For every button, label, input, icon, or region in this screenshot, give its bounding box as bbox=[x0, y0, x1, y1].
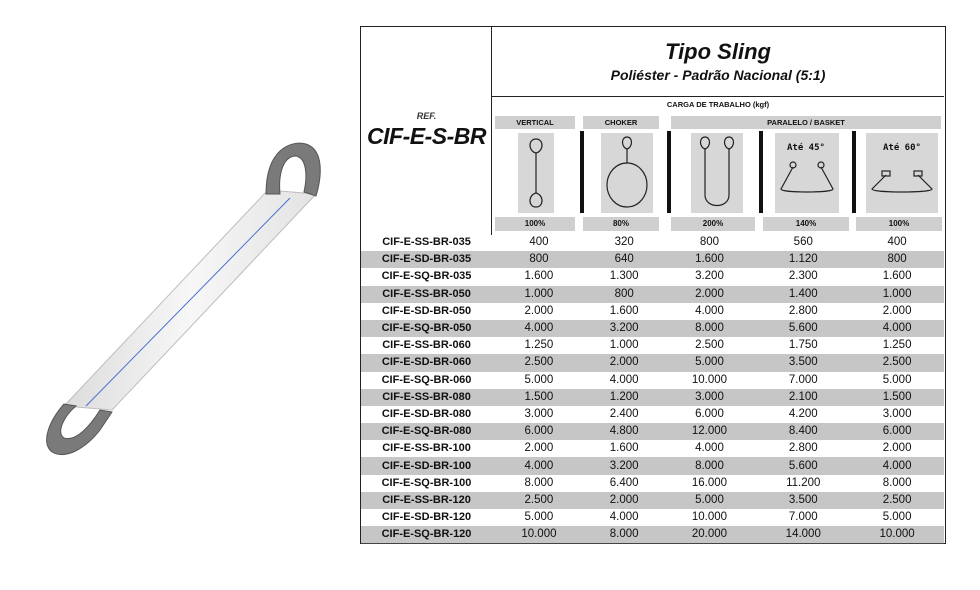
column-divider bbox=[667, 131, 671, 213]
reference-header bbox=[361, 27, 492, 235]
capacity-cell: 4.800 bbox=[586, 423, 663, 440]
capacity-cell: 1.500 bbox=[850, 389, 944, 406]
capacity-cell: 400 bbox=[529, 236, 549, 249]
column-divider bbox=[580, 131, 584, 213]
capacity-cell: 3.000 bbox=[524, 407, 554, 420]
row-ref-code: CIF-E-SQ-BR-060 bbox=[381, 373, 472, 386]
table-row bbox=[361, 268, 944, 285]
capacity-cell: 4.000 bbox=[492, 457, 586, 474]
capacity-cell: 8.000 bbox=[663, 457, 757, 474]
col-header-choker: CHOKER bbox=[583, 116, 659, 129]
capacity-cell: 4.200 bbox=[788, 407, 818, 420]
capacity-cell: 1.600 bbox=[609, 442, 639, 455]
capacity-cell: 3.200 bbox=[695, 270, 724, 283]
table-row bbox=[361, 234, 944, 251]
angle-60-label: Até 60° bbox=[883, 143, 921, 153]
capacity-cell: 5.000 bbox=[663, 492, 757, 509]
capacity-cell: 5.000 bbox=[882, 373, 912, 386]
capacity-cell: 2.000 bbox=[882, 304, 912, 317]
capacity-cell: 3.000 bbox=[882, 407, 912, 420]
capacity-cell: 2.100 bbox=[756, 389, 850, 406]
capacity-cell: 400 bbox=[887, 236, 907, 249]
capacity-cell: 1.250 bbox=[524, 339, 554, 352]
capacity-cell: 10.000 bbox=[691, 373, 728, 386]
capacity-cell: 4.000 bbox=[695, 442, 724, 455]
capacity-table-sheet bbox=[360, 26, 946, 544]
table-row bbox=[361, 457, 944, 474]
col-header-vertical: VERTICAL bbox=[495, 116, 575, 129]
row-ref-code: CIF-E-SQ-BR-120 bbox=[361, 526, 492, 544]
capacity-cell: 2.000 bbox=[586, 354, 663, 371]
pct-choker: 80% bbox=[583, 217, 659, 231]
table-row bbox=[361, 320, 944, 337]
capacity-cell: 1.600 bbox=[609, 304, 639, 317]
capacity-cell: 2.000 bbox=[524, 304, 554, 317]
capacity-cell: 1.000 bbox=[609, 339, 639, 352]
choker-sling-icon bbox=[601, 133, 653, 213]
capacity-cell: 5.000 bbox=[524, 373, 554, 386]
capacity-table bbox=[361, 234, 944, 544]
row-ref-code: CIF-E-SD-BR-080 bbox=[381, 407, 472, 420]
row-ref-code: CIF-E-SS-BR-080 bbox=[361, 389, 492, 406]
capacity-cell: 6.000 bbox=[695, 407, 724, 420]
row-ref-code: CIF-E-SS-BR-100 bbox=[382, 442, 471, 455]
table-row bbox=[361, 509, 944, 526]
capacity-cell: 3.500 bbox=[756, 492, 850, 509]
capacity-cell: 10.000 bbox=[850, 526, 944, 544]
capacity-cell: 1.200 bbox=[586, 389, 663, 406]
capacity-cell: 10.000 bbox=[492, 526, 586, 544]
capacity-cell: 2.500 bbox=[695, 339, 724, 352]
row-ref-code: CIF-E-SD-BR-035 bbox=[361, 251, 492, 268]
angle-45-label: Até 45° bbox=[787, 143, 825, 153]
table-row bbox=[361, 372, 944, 389]
capacity-cell: 4.000 bbox=[850, 457, 944, 474]
col-header-paralelo: PARALELO / BASKET bbox=[671, 116, 941, 129]
table-row bbox=[361, 354, 944, 371]
capacity-cell: 7.000 bbox=[788, 373, 818, 386]
capacity-cell: 2.500 bbox=[492, 492, 586, 509]
capacity-cell: 800 bbox=[586, 286, 663, 303]
capacity-cell: 3.200 bbox=[586, 457, 663, 474]
capacity-cell: 5.600 bbox=[756, 457, 850, 474]
column-divider bbox=[759, 131, 763, 213]
page-subtitle: Poliéster - Padrão Nacional (5:1) bbox=[610, 67, 826, 83]
capacity-cell: 2.000 bbox=[586, 492, 663, 509]
capacity-cell: 1.600 bbox=[524, 270, 554, 283]
capacity-cell: 8.000 bbox=[524, 476, 554, 489]
row-ref-code: CIF-E-SS-BR-050 bbox=[361, 286, 492, 303]
capacity-cell: 3.000 bbox=[663, 389, 757, 406]
table-row bbox=[361, 251, 944, 268]
capacity-cell: 320 bbox=[614, 236, 634, 249]
table-row bbox=[361, 303, 944, 320]
basket-sling-icon bbox=[691, 133, 743, 213]
row-ref-code: CIF-E-SD-BR-120 bbox=[381, 511, 472, 524]
capacity-cell: 1.250 bbox=[882, 339, 912, 352]
row-ref-code: CIF-E-SQ-BR-050 bbox=[361, 320, 492, 337]
capacity-cell: 1.500 bbox=[492, 389, 586, 406]
capacity-cell: 1.120 bbox=[756, 251, 850, 268]
pct-paralelo: 200% bbox=[671, 217, 755, 231]
ref-label: REF. bbox=[416, 111, 437, 121]
table-row bbox=[361, 526, 944, 544]
capacity-cell: 12.000 bbox=[663, 423, 757, 440]
capacity-cell: 2.400 bbox=[609, 407, 639, 420]
row-ref-code: CIF-E-SS-BR-060 bbox=[382, 339, 471, 352]
row-ref-code: CIF-E-SS-BR-120 bbox=[361, 492, 492, 509]
capacity-cell: 6.000 bbox=[492, 423, 586, 440]
capacity-cell: 1.400 bbox=[756, 286, 850, 303]
capacity-cell: 3.200 bbox=[586, 320, 663, 337]
capacity-cell: 1.000 bbox=[850, 286, 944, 303]
row-ref-code: CIF-E-SQ-BR-035 bbox=[381, 270, 472, 283]
capacity-cell: 4.000 bbox=[492, 320, 586, 337]
capacity-cell: 8.000 bbox=[882, 476, 912, 489]
capacity-cell: 2.300 bbox=[788, 270, 818, 283]
capacity-cell: 640 bbox=[586, 251, 663, 268]
capacity-cell: 1.600 bbox=[663, 251, 757, 268]
row-ref-code: CIF-E-SS-BR-035 bbox=[382, 236, 471, 249]
pct-vertical: 100% bbox=[495, 217, 575, 231]
table-row bbox=[361, 440, 944, 457]
capacity-cell: 2.800 bbox=[788, 442, 818, 455]
capacity-cell: 1.000 bbox=[492, 286, 586, 303]
capacity-cell: 7.000 bbox=[788, 511, 818, 524]
sling-product-image bbox=[20, 130, 340, 470]
capacity-cell: 5.000 bbox=[524, 511, 554, 524]
capacity-cell: 2.500 bbox=[850, 492, 944, 509]
capacity-cell: 4.000 bbox=[609, 511, 639, 524]
table-row bbox=[361, 406, 944, 423]
capacity-cell: 4.000 bbox=[695, 304, 724, 317]
vertical-sling-icon bbox=[518, 133, 554, 213]
row-ref-code: CIF-E-SD-BR-100 bbox=[361, 457, 492, 474]
capacity-cell: 6.000 bbox=[850, 423, 944, 440]
capacity-cell: 4.000 bbox=[850, 320, 944, 337]
capacity-cell: 8.400 bbox=[756, 423, 850, 440]
capacity-cell: 1.750 bbox=[788, 339, 818, 352]
table-row bbox=[361, 492, 944, 509]
capacity-cell: 2.500 bbox=[850, 354, 944, 371]
capacity-cell: 8.000 bbox=[663, 320, 757, 337]
row-ref-code: CIF-E-SQ-BR-100 bbox=[381, 476, 472, 489]
table-row bbox=[361, 475, 944, 492]
capacity-cell: 2.000 bbox=[524, 442, 554, 455]
capacity-cell: 1.300 bbox=[609, 270, 639, 283]
carga-label: CARGA DE TRABALHO (kgf) bbox=[666, 100, 770, 109]
capacity-cell: 6.400 bbox=[609, 476, 639, 489]
pct-basket-60: 100% bbox=[856, 217, 942, 231]
row-ref-code: CIF-E-SQ-BR-080 bbox=[361, 423, 492, 440]
capacity-cell: 5.600 bbox=[756, 320, 850, 337]
capacity-cell: 11.200 bbox=[786, 476, 821, 489]
capacity-cell: 5.000 bbox=[663, 354, 757, 371]
column-divider bbox=[852, 131, 856, 213]
table-row bbox=[361, 286, 944, 303]
row-ref-code: CIF-E-SD-BR-050 bbox=[381, 304, 472, 317]
capacity-cell: 560 bbox=[793, 236, 813, 249]
row-ref-code: CIF-E-SD-BR-060 bbox=[361, 354, 492, 371]
capacity-cell: 10.000 bbox=[691, 511, 728, 524]
capacity-cell: 4.000 bbox=[609, 373, 639, 386]
capacity-cell: 2.800 bbox=[788, 304, 818, 317]
capacity-cell: 5.000 bbox=[882, 511, 912, 524]
capacity-cell: 1.600 bbox=[882, 270, 912, 283]
capacity-cell: 800 bbox=[699, 236, 720, 249]
capacity-cell: 20.000 bbox=[663, 526, 757, 544]
capacity-cell: 2.000 bbox=[663, 286, 757, 303]
table-row bbox=[361, 389, 944, 406]
capacity-cell: 800 bbox=[850, 251, 944, 268]
capacity-cell: 3.500 bbox=[756, 354, 850, 371]
table-row bbox=[361, 423, 944, 440]
capacity-cell: 16.000 bbox=[691, 476, 728, 489]
title-box bbox=[492, 27, 944, 97]
ref-code: CIF-E-S-BR bbox=[367, 123, 486, 149]
capacity-cell: 14.000 bbox=[756, 526, 850, 544]
capacity-cell: 2.000 bbox=[882, 442, 912, 455]
capacity-cell: 8.000 bbox=[586, 526, 663, 544]
capacity-cell: 800 bbox=[492, 251, 586, 268]
pct-basket-45: 140% bbox=[763, 217, 849, 231]
page-title: Tipo Sling bbox=[665, 39, 771, 64]
table-row bbox=[361, 337, 944, 354]
capacity-cell: 2.500 bbox=[492, 354, 586, 371]
